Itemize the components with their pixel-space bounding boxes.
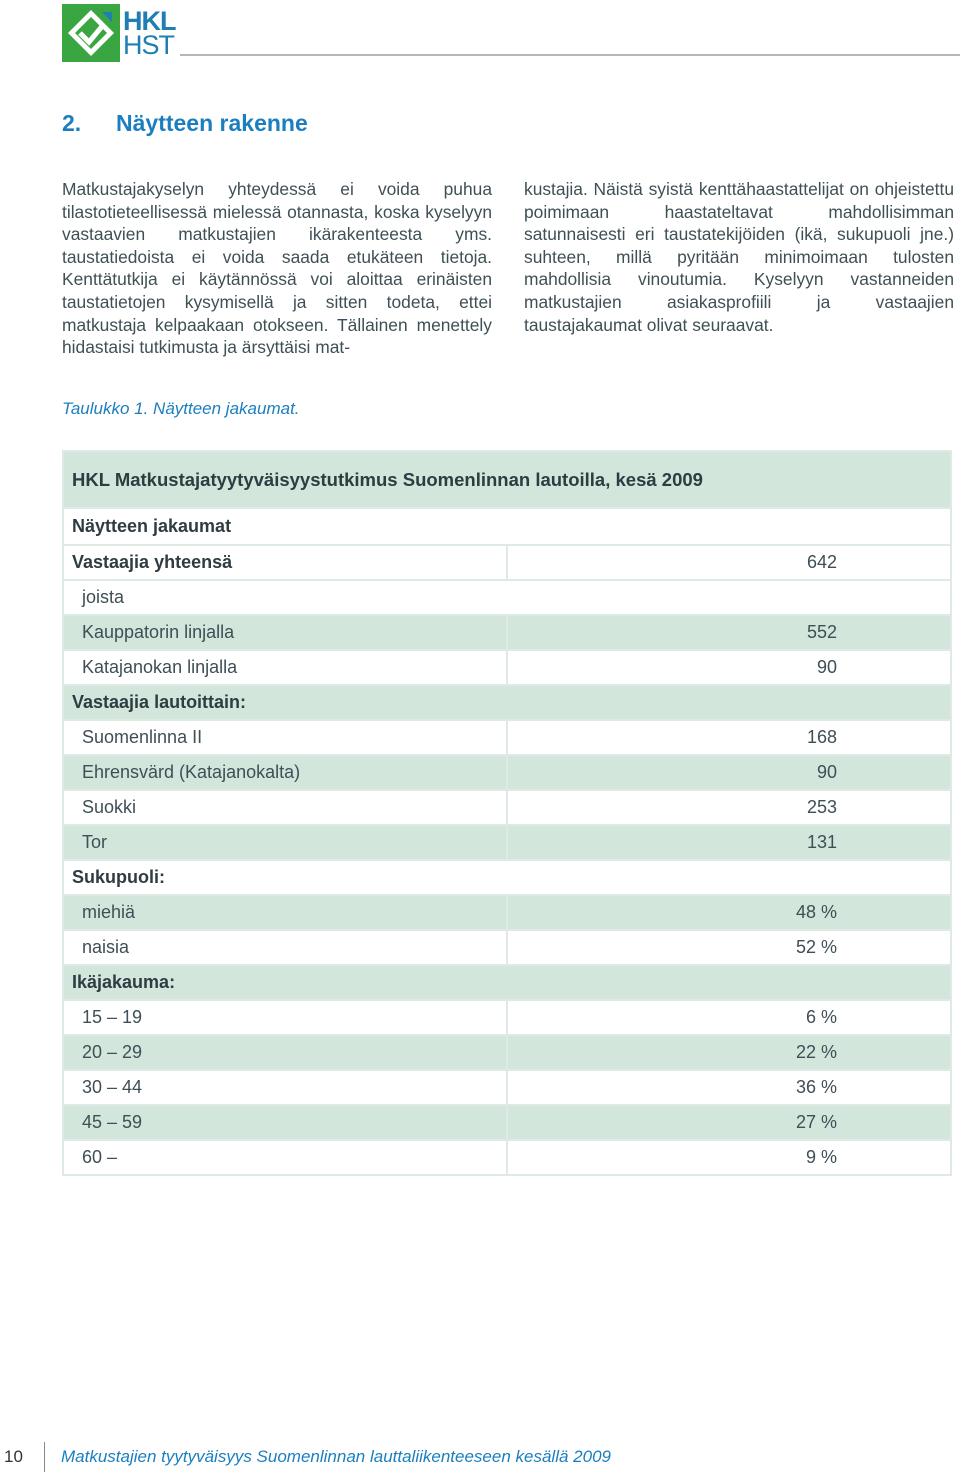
table-row [63,1140,951,1175]
table-row [63,860,951,895]
table-row [63,1000,951,1035]
row-value: 168 [507,720,951,755]
row-label: Ehrensvärd (Katajanokalta) [63,755,507,790]
table-row [63,755,951,790]
table-row [63,930,951,965]
row-label: Sukupuoli: [63,860,951,895]
row-label: 15 – 19 [63,1000,507,1035]
table-row [63,720,951,755]
header-divider [180,54,960,56]
hkl-logo [62,4,176,62]
section-number: 2. [62,110,82,136]
row-value: 52 % [507,930,951,965]
table-title: HKL Matkustajatyytyväisyystutkimus Suomenlinnan lautoilla, kesä 2009 [63,451,951,508]
table-row [63,685,951,720]
row-label: joista [63,580,951,615]
table-title-row [63,451,951,508]
row-value: 9 % [507,1140,951,1175]
row-value: 22 % [507,1035,951,1070]
row-label: Vastaajia yhteensä [63,545,507,580]
footer-title: Matkustajien tyytyväisyys Suomenlinnan lauttaliikenteeseen kesällä 2009 [61,1447,611,1466]
row-label: Suokki [63,790,507,825]
row-label: Vastaajia lautoittain: [63,685,951,720]
row-value: 253 [507,790,951,825]
table-row [63,825,951,860]
footer-divider [44,1442,45,1472]
row-label: naisia [63,930,507,965]
row-value: 90 [507,755,951,790]
table-row [63,965,951,1000]
table-subtitle: Näytteen jakaumat [63,508,951,545]
page-footer [0,1442,611,1472]
row-value: 642 [507,545,951,580]
section-title: Näytteen rakenne [116,110,308,136]
table-row [63,545,951,580]
row-value: 131 [507,825,951,860]
table-row [63,615,951,650]
table-subtitle-row [63,508,951,545]
sample-distribution-table [62,450,952,1176]
row-label: Ikäjakauma: [63,965,951,1000]
row-label: Suomenlinna II [63,720,507,755]
row-value: 6 % [507,1000,951,1035]
row-label: 30 – 44 [63,1070,507,1105]
row-value: 27 % [507,1105,951,1140]
row-value: 36 % [507,1070,951,1105]
table-row [63,895,951,930]
row-value: 90 [507,650,951,685]
row-label: Kauppatorin linjalla [63,615,507,650]
table-row [63,790,951,825]
logo-line-2: HST [123,30,174,60]
table-row [63,650,951,685]
row-label: Tor [63,825,507,860]
table-row [63,1035,951,1070]
row-value: 48 % [507,895,951,930]
table-row [63,1070,951,1105]
table-row [63,580,951,615]
row-label: miehiä [63,895,507,930]
row-label: 60 – [63,1140,507,1175]
section-heading [62,110,308,137]
hkl-logo-mark-icon [62,4,120,62]
page-number: 10 [4,1447,23,1466]
body-text-right-column: kustajia. Näistä syistä kenttähaastattelijat on ohjeistettu poimimaan haastateltavat mahdollisimman satunnaisesti eri taustatekijöiden (ikä, sukupuoli jne.) suhteen, millä pyritään minimoimaan tulosten mahdollisia vinoutumia. Kyselyyn vastanneiden matkustajien asiakasprofiili ja vastaajien taustajakaumat olivat seuraavat. [524,179,954,335]
logo-line-1: HKL [123,6,176,36]
body-text-left-column: Matkustajakyselyn yhteydessä ei voida puhua tilastotieteellisessä mielessä otannasta, koska kyselyyn vastaavien matkustajien ikärakenteesta yms. taustatiedoista ei voida saada etukäteen tietoja. Kenttätutkija ei käytännössä voi aloittaa erinäisten taustatietojen kysymisellä ja sitten todeta, ettei matkustaja kelpaakaan otokseen. Tällainen menettely hidastaisi tutkimusta ja ärsyttäisi mat- [62,179,492,358]
row-label: 45 – 59 [63,1105,507,1140]
table-row [63,1105,951,1140]
table-caption: Taulukko 1. Näytteen jakaumat. [62,399,300,418]
row-value: 552 [507,615,951,650]
row-label: 20 – 29 [63,1035,507,1070]
row-label: Katajanokan linjalla [63,650,507,685]
